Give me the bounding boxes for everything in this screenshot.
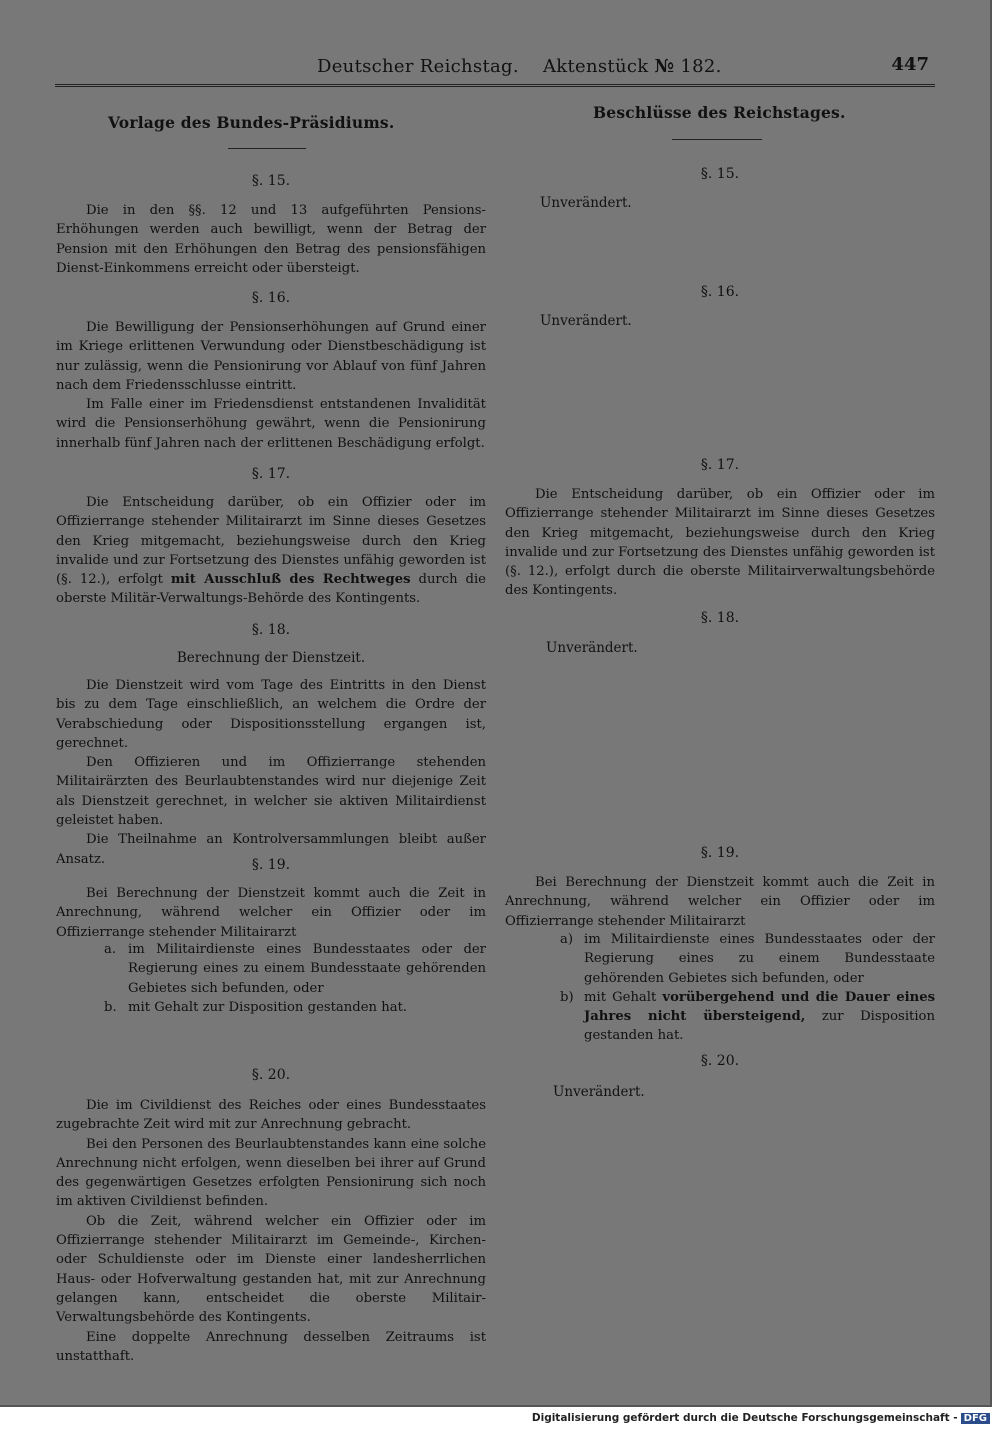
list-item-text: im Militairdienste eines Bundesstaates oder der Regierung eines zu einem Bundesstaate gehörenden Gebietes sich befunden, oder bbox=[584, 932, 935, 986]
left-column-title: Vorlage des Bundes-Präsidiums. bbox=[108, 113, 395, 132]
right-s19-list bbox=[560, 930, 935, 1046]
left-s19-heading: §. 19. bbox=[251, 857, 291, 873]
right-s19-intro bbox=[505, 873, 935, 931]
right-s17-body bbox=[505, 485, 935, 601]
dfg-logo: DFG bbox=[961, 1413, 990, 1424]
left-s20-heading: §. 20. bbox=[251, 1067, 291, 1083]
digitization-credit bbox=[532, 1412, 990, 1424]
list-item bbox=[104, 998, 486, 1017]
right-s20-text: Unverändert. bbox=[553, 1084, 645, 1100]
list-marker: a. bbox=[104, 942, 117, 957]
paragraph: Die Bewilligung der Pensionserhöhungen auf Grund einer im Kriege erlittenen Verwundung oder Dienstbeschädigung ist nur zulässig, wenn die Pensionirung vor Ablauf von fünf Jahren nach dem Friedensschlusse eintritt. bbox=[56, 320, 486, 393]
document-number: 182. bbox=[680, 56, 722, 77]
paragraph: Die Theilnahme an Kontrolversammlungen bleibt außer Ansatz. bbox=[56, 832, 486, 867]
right-s16-heading: §. 16. bbox=[700, 284, 740, 300]
header-title-line bbox=[317, 56, 722, 77]
left-s16-body bbox=[56, 318, 486, 453]
header-rule bbox=[55, 84, 935, 87]
right-s15-text: Unverändert. bbox=[540, 195, 632, 211]
list-item-text: mit Gehalt bbox=[584, 989, 663, 1005]
left-s17-body bbox=[56, 493, 486, 609]
left-title-rule bbox=[228, 148, 306, 149]
right-s18-heading: §. 18. bbox=[700, 610, 740, 626]
document-label: Aktenstück bbox=[542, 56, 649, 77]
left-s16-heading: §. 16. bbox=[251, 290, 291, 306]
list-item bbox=[560, 988, 935, 1046]
list-item bbox=[560, 930, 935, 988]
left-s18-subheading: Berechnung der Dienstzeit. bbox=[176, 650, 366, 666]
paragraph: Eine doppelte Anrechnung desselben Zeitraums ist unstatthaft. bbox=[56, 1329, 486, 1364]
running-header bbox=[55, 54, 935, 94]
left-s20-body bbox=[56, 1096, 486, 1366]
emphasis: vorübergehend und die Dauer eines Jahres nicht übersteigend, bbox=[584, 989, 936, 1025]
header-title: Deutscher Reichstag. bbox=[317, 56, 519, 77]
paragraph: Den Offizieren und im Offizierrange stehenden Militairärzten des Beurlaubtenstandes wird nur diejenige Zeit als Dienstzeit gerechnet, in welcher sie aktiven Militairdienst geleistet haben. bbox=[56, 755, 486, 829]
right-s20-heading: §. 20. bbox=[700, 1053, 740, 1069]
right-s17-heading: §. 17. bbox=[700, 457, 740, 473]
paragraph: Bei den Personen des Beurlaubtenstandes kann eine solche Anrechnung nicht erfolgen, wenn dieselben bei ihrer auf Grund des gegenwärtigen Gesetzes erfolgten Pensionirung sich noch im aktiven Civildienst befinden. bbox=[56, 1136, 486, 1210]
paragraph: Ob die Zeit, während welcher ein Offizier oder im Offizierrange stehender Militairarzt im Gemeinde-, Kirchen- oder Schuldienste oder im Dienste einer landesherrlichen Haus- oder Hofverwaltung gestanden hat, mit zur Anrechnung gelangen kann, entscheidet die oberste Militair-Verwaltungsbehörde des Kontingents. bbox=[56, 1213, 486, 1326]
list-marker: b. bbox=[104, 999, 117, 1015]
left-s19-intro bbox=[56, 884, 486, 942]
left-s18-heading: §. 18. bbox=[251, 622, 291, 638]
document-number-symbol: № bbox=[654, 56, 675, 77]
paragraph: Die Dienstzeit wird vom Tage des Eintritts in den Dienst bis zu dem Tage einschließlich, an welchem die Ordre der Verabschiedung oder Dispositionsstellung ergangen ist, gerechnet. bbox=[56, 678, 486, 751]
left-s15-body bbox=[56, 201, 486, 278]
paragraph bbox=[56, 493, 486, 609]
right-s15-heading: §. 15. bbox=[700, 166, 740, 182]
emphasis: mit Ausschluß des Rechtweges bbox=[170, 572, 411, 588]
list-marker: b) bbox=[560, 989, 574, 1005]
text: Die Entscheidung darüber, ob ein Offizier oder im Offizierrange stehender Militairarzt im Sinne dieses Gesetzes den Krieg mitgemacht, beziehungsweise durch den Krieg invalide und zur Fortsetzung des Dienstes unfähig geworden ist (§. 12.), erfolgt bbox=[56, 495, 486, 588]
text: durch die oberste Militär-Verwaltungs-Behörde des Kontingents. bbox=[56, 572, 486, 607]
list-item bbox=[104, 940, 486, 998]
right-title-rule bbox=[672, 139, 762, 140]
paragraph: Bei Berechnung der Dienstzeit kommt auch die Zeit in Anrechnung, während welcher ein Offizier oder im Offizierrange stehender Militairarzt bbox=[56, 886, 486, 940]
paragraph: Im Falle einer im Friedensdienst entstandenen Invalidität wird die Pensionserhöhung gewährt, wenn die Pensionirung innerhalb fünf Jahren nach der erlittenen Beschädigung erfolgt. bbox=[56, 397, 486, 451]
list-marker: a) bbox=[560, 932, 574, 947]
left-s19-list bbox=[104, 940, 486, 1017]
right-s16-text: Unverändert. bbox=[540, 313, 632, 329]
list-item-text: zur Disposition gestanden hat. bbox=[584, 1009, 935, 1044]
paragraph: Die Entscheidung darüber, ob ein Offizier oder im Offizierrange stehender Militairarzt im Sinne dieses Gesetzes den Krieg mitgemacht, beziehungsweise durch den Krieg invalide und zur Fortsetzung des Dienstes unfähig geworden ist (§. 12.), erfolgt durch die oberste Militairverwaltungsbehörde des Kontingents. bbox=[505, 487, 935, 599]
right-s18-text: Unverändert. bbox=[546, 640, 638, 656]
list-item-text: im Militairdienste eines Bundesstaates oder der Regierung eines zu einem Bundesstaate gehörenden Gebietes sich befunden, oder bbox=[128, 942, 486, 996]
page-number: 447 bbox=[891, 54, 929, 75]
right-column-title: Beschlüsse des Reichstages. bbox=[593, 103, 846, 122]
paragraph: Bei Berechnung der Dienstzeit kommt auch die Zeit in Anrechnung, während welcher ein Offizier oder im Offizierrange stehender Militairarzt bbox=[505, 875, 935, 929]
left-s18-body bbox=[56, 676, 486, 869]
credit-text: Digitalisierung gefördert durch die Deutsche Forschungsgemeinschaft - bbox=[531, 1412, 958, 1424]
left-s17-heading: §. 17. bbox=[251, 466, 291, 482]
list-item-text: mit Gehalt zur Disposition gestanden hat. bbox=[128, 999, 408, 1015]
right-s19-heading: §. 19. bbox=[700, 845, 740, 861]
paragraph: Die im Civildienst des Reiches oder eines Bundesstaates zugebrachte Zeit wird mit zur Anrechnung gebracht. bbox=[56, 1098, 486, 1133]
left-s15-heading: §. 15. bbox=[251, 173, 291, 189]
paragraph: Die in den §§. 12 und 13 aufgeführten Pensions-Erhöhungen werden auch bewilligt, wenn der Betrag der Pension mit den Erhöhungen den Betrag des pensionsfähigen Dienst-Einkommens erreicht oder übersteigt. bbox=[56, 203, 486, 276]
